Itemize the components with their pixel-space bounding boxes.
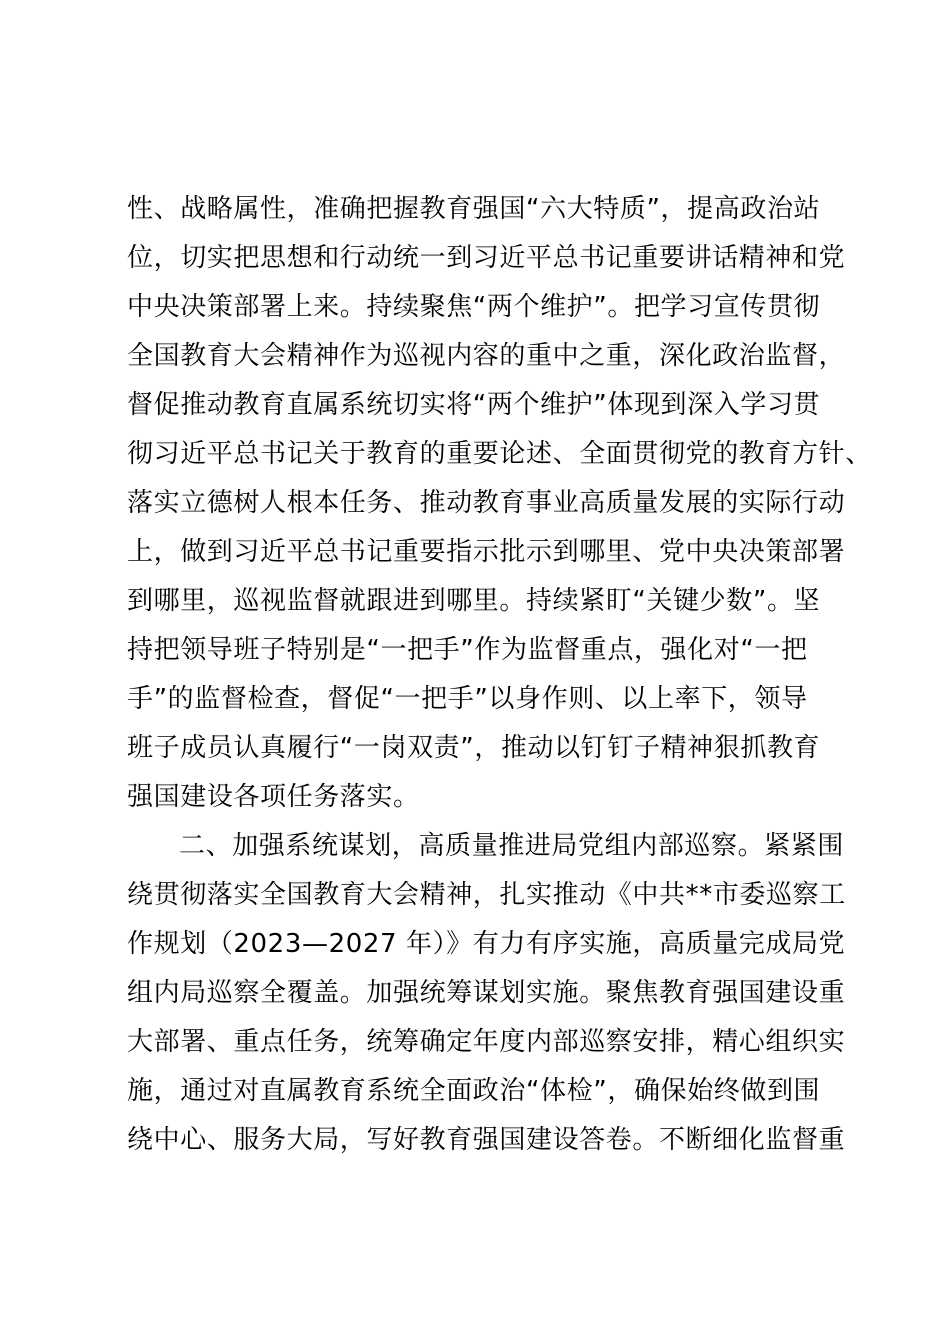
paragraph-1-line: 班子成员认真履行“一岗双责”，推动以钉钉子精神狠抓教育 [127,733,821,763]
paragraph-1-line: 全国教育大会精神作为巡视内容的重中之重，深化政治监督， [127,341,846,371]
paragraph-1-line: 性、战略属性，准确把握教育强国“六大特质”，提高政治站 [127,194,821,224]
paragraph-2-line: 大部署、重点任务，统筹确定年度内部巡察安排，精心组织实 [127,1027,846,1057]
paragraph-1-line: 手”的监督检查，督促“一把手”以身作则、以上率下，领导 [127,684,808,714]
paragraph-1-line: 督促推动教育直属系统切实将“两个维护”体现到深入学习贯 [127,390,821,420]
paragraph-1-line: 彻习近平总书记关于教育的重要论述、全面贯彻党的教育方针、 [127,439,872,469]
paragraph-1-line: 强国建设各项任务落实。 [127,782,420,812]
paragraph-2-line: 施，通过对直属教育系统全面政治“体检”，确保始终做到围 [127,1076,821,1106]
paragraph-1 [127,185,872,822]
document-body [127,185,872,1165]
paragraph-1-line: 持把领导班子特别是“一把手”作为监督重点，强化对“一把 [127,635,808,665]
paragraph-1-line: 落实立德树人根本任务、推动教育事业高质量发展的实际行动 [127,488,846,518]
paragraph-2-line: 绕中心、服务大局，写好教育强国建设答卷。不断细化监督重 [127,1125,846,1155]
paragraph-2-line: 组内局巡察全覆盖。加强统筹谋划实施。聚焦教育强国建设重 [127,978,846,1008]
paragraph-2-line: 绕贯彻落实全国教育大会精神，扎实推动《中共**市委巡察工 [127,880,846,910]
paragraph-1-line: 中央决策部署上来。持续聚焦“两个维护”。把学习宣传贯彻 [127,292,821,322]
paragraph-1-line: 到哪里，巡视监督就跟进到哪里。持续紧盯“关键少数”。坚 [127,586,821,616]
paragraph-1-line: 位，切实把思想和行动统一到习近平总书记重要讲话精神和党 [127,243,846,273]
paragraph-2-line: 作规划（2023—2027 年）》有力有序实施，高质量完成局党 [127,929,846,959]
paragraph-1-line: 上，做到习近平总书记重要指示批示到哪里、党中央决策部署 [127,537,846,567]
paragraph-2-line: 二、加强系统谋划，高质量推进局党组内部巡察。紧紧围 [179,831,845,861]
paragraph-2 [127,822,847,1165]
